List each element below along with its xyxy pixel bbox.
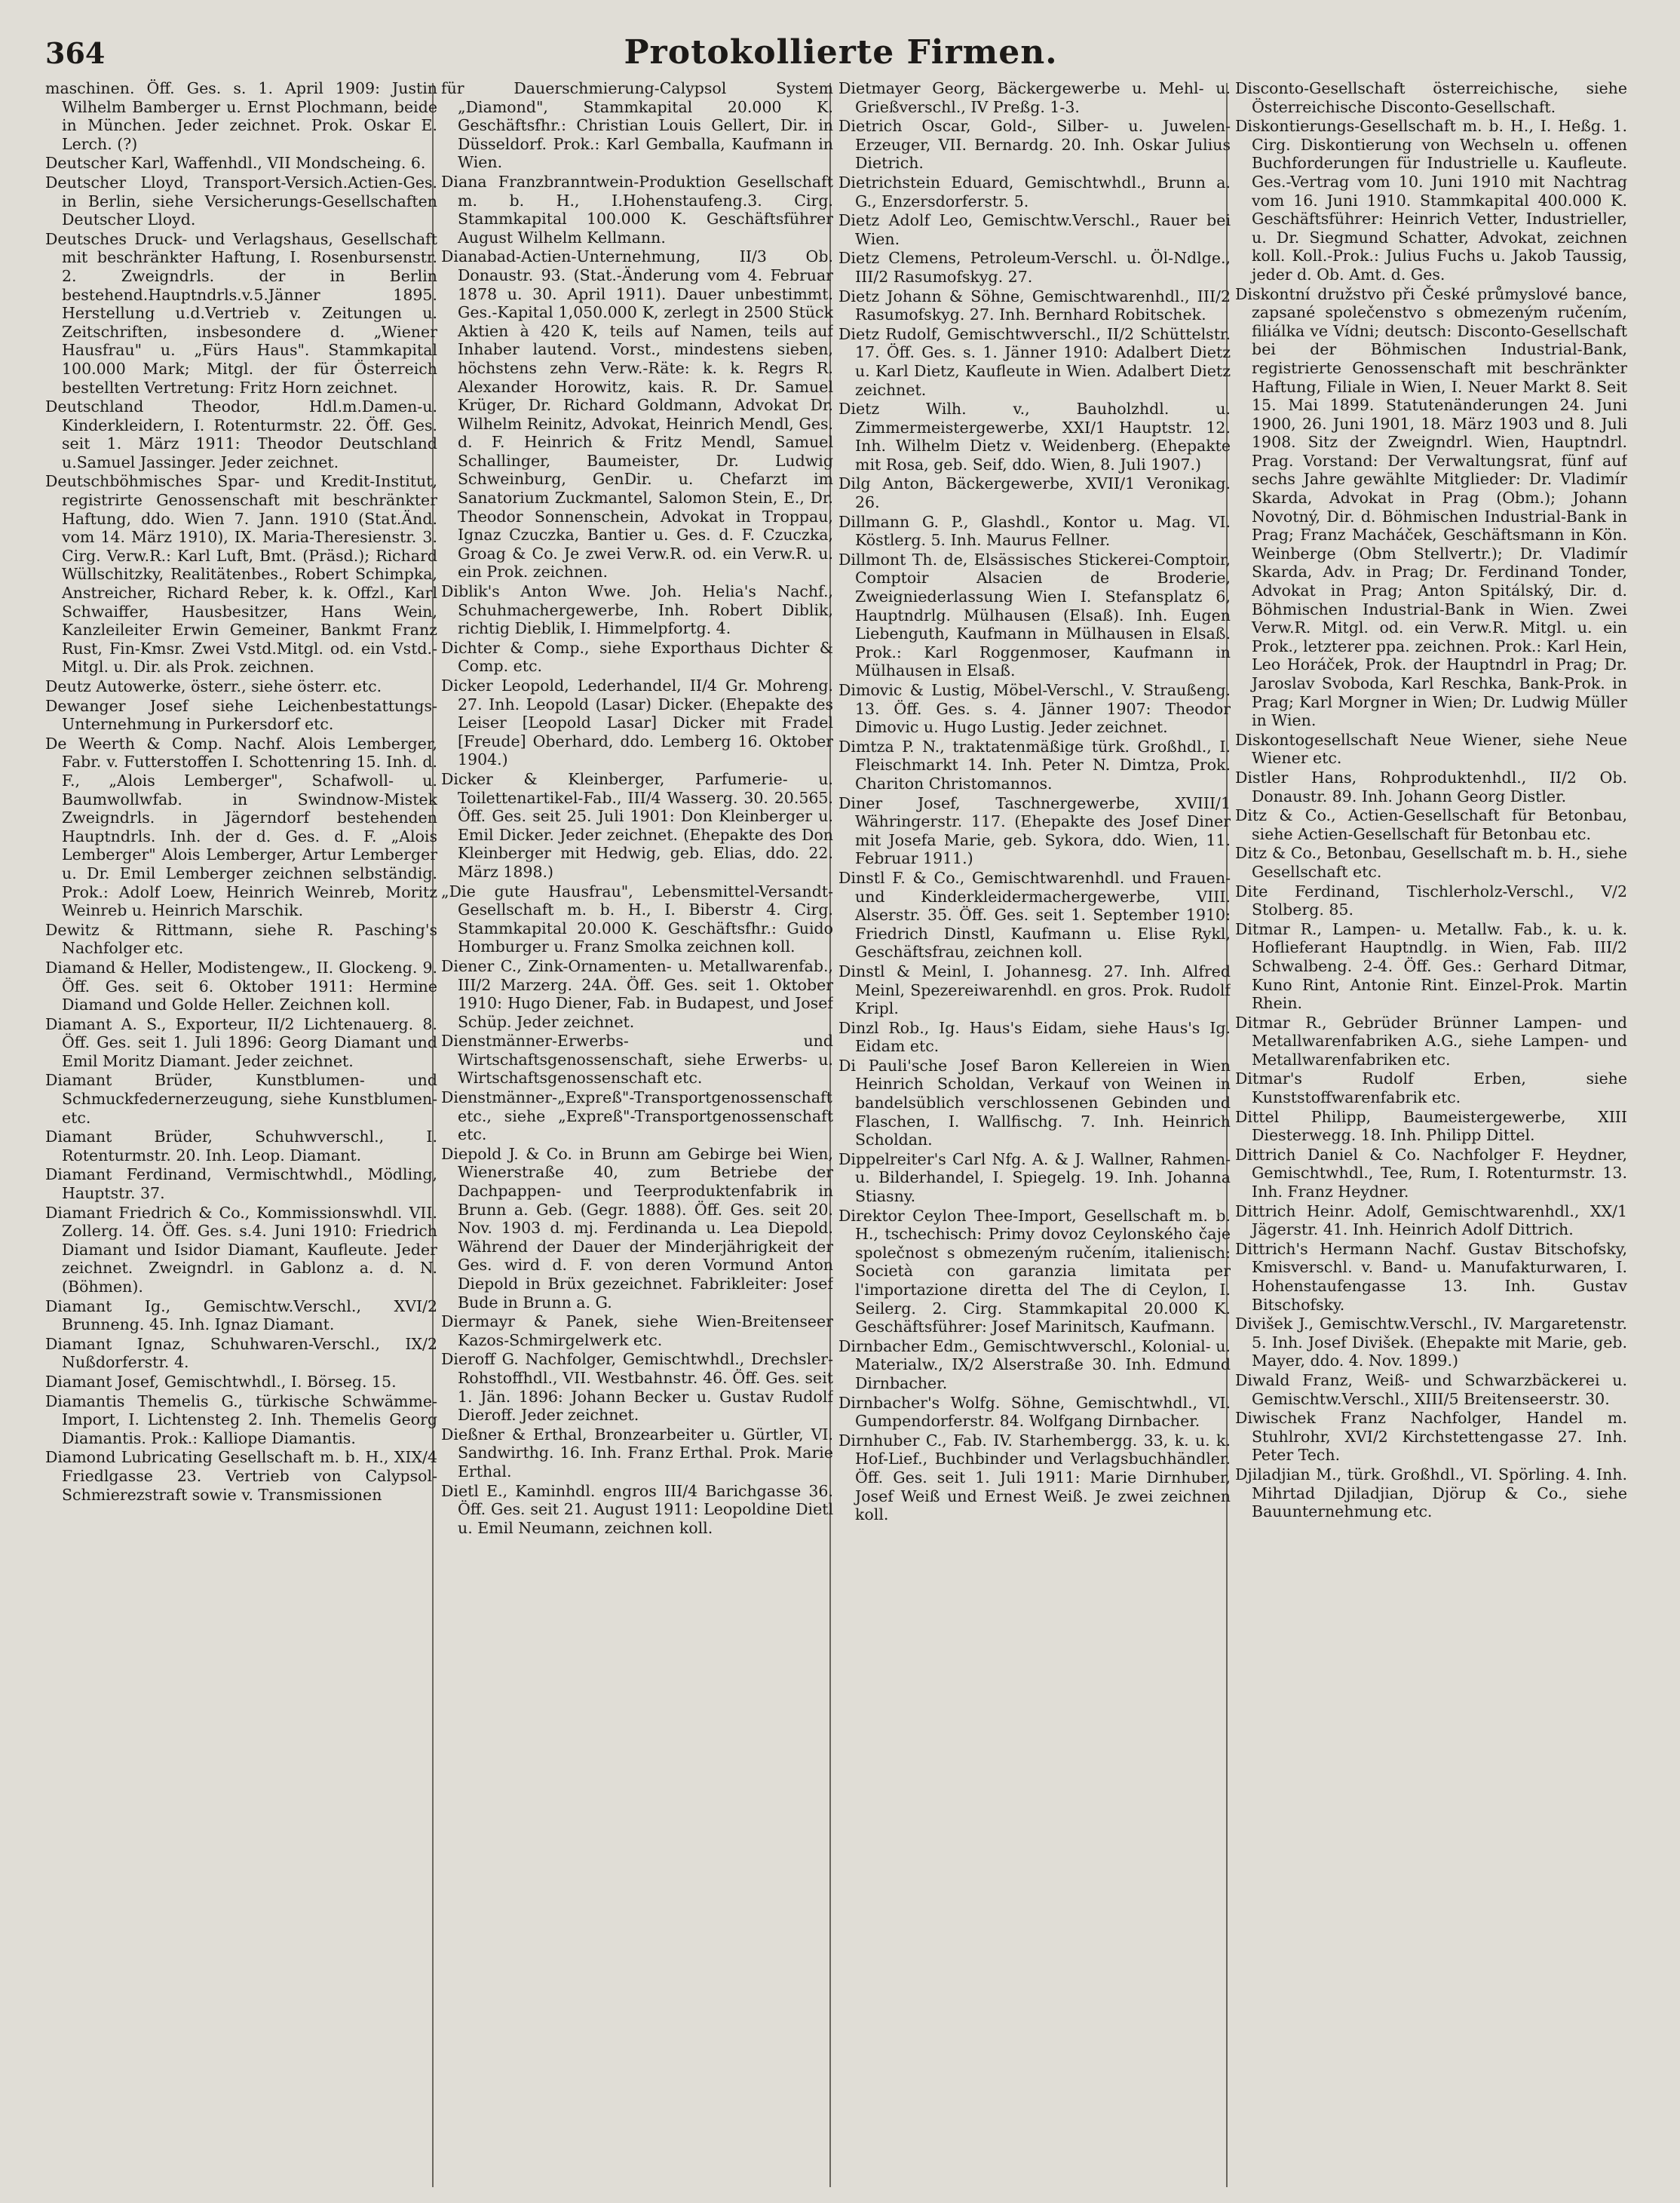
directory-entry: Ditz & Co., Actien-Gesellschaft für Betonbau, siehe Actien-Gesellschaft für Betonbau etc. bbox=[1235, 806, 1627, 843]
directory-entry: Deutschböhmisches Spar- und Kredit-Institut, registrirte Genossenschaft mit beschränkter Haftung, ddo. Wien 7. Jann. 1910 (Stat.Änd. vom 14. März 1910), IX. Maria-Theresienstr. 3. Cirg. Verw.R.: Karl Luft, Bmt. (Präsd.); Richard Wüllschitzky, Realitätenbes., Robert Schimpka, Anstreicher, Richard Reber, k. k. Offzl., Karl Schwaiffer, Hausbesitzer, Hans Wein, Kanzleileiter Erwin Gemeiner, Bankmt Franz Rust, Fin-Kmsr. Zwei Vstd.Mitgl. od. ein Vstd.-Mitgl. u. Dir. als Prok. zeichnen. bbox=[45, 472, 437, 677]
directory-entry: Distler Hans, Rohproduktenhdl., II/2 Ob. Donaustr. 89. Inh. Johann Georg Distler. bbox=[1235, 768, 1627, 805]
directory-entry: Dicker & Kleinberger, Parfumerie- u. Toilettenartikel-Fab., III/4 Wasserg. 30. 20.565. Öff. Ges. seit 25. Juli 1901: Don Kleinberger u. Emil Dicker. Jeder zeichnet. (Ehepakte des Don Kleinberger mit Hedwig, geb. Elias, ddo. 22. März 1898.) bbox=[441, 769, 833, 881]
directory-entry: Diwald Franz, Weiß- und Schwarzbäckerei u. Gemischtw.Verschl., XIII/5 Breitenseerstr. 30. bbox=[1235, 1370, 1627, 1408]
directory-entry: Di Pauli'sche Josef Baron Kellereien in Wien Heinrich Scholdan, Verkauf von Weinen in bandelsüblich verschlossenen Gebinden und Flaschen, I. Wallfischg. 7. Inh. Heinrich Scholdan. bbox=[838, 1056, 1231, 1149]
directory-entry: Diamant Ig., Gemischtw.Verschl., XVI/2 Brunneng. 45. Inh. Ignaz Diamant. bbox=[45, 1296, 437, 1334]
directory-entry: Dietz Adolf Leo, Gemischtw.Verschl., Rauer bei Wien. bbox=[838, 211, 1231, 248]
directory-entry: Dippelreiter's Carl Nfg. A. & J. Wallner, Rahmen- u. Bilderhandel, I. Spiegelg. 19. Inh. Johanna Stiasny. bbox=[838, 1149, 1231, 1206]
directory-entry: Dietrich Oscar, Gold-, Silber- u. Juwelen-Erzeuger, VII. Bernardg. 20. Inh. Oskar Julius Dietrich. bbox=[838, 117, 1231, 173]
directory-entry: Divišek J., Gemischtw.Verschl., IV. Margaretenstr. 5. Inh. Josef Divišek. (Ehepakte mit Marie, geb. Mayer, ddo. 4. Nov. 1899.) bbox=[1235, 1315, 1627, 1370]
directory-entry: Deutscher Karl, Waffenhdl., VII Mondscheing. 6. bbox=[45, 154, 426, 173]
directory-entry: Diskontierungs-Gesellschaft m. b. H., I. Heßg. 1. Cirg. Diskontierung von Wechseln u. offenen Buchforderungen für Industrielle u. Kaufleute. Ges.-Vertrag vom 10. Juni 1910 mit Nachtrag vom 16. Juni 1910. Stammkapital 400.000 K. Geschäftsführer: Heinrich Vetter, Industrieller, u. Dr. Siegmund Schatter, Advokat, zeichnen koll. Koll.-Prok.: Julius Fuchs u. Jakob Taussig, jeder d. Ob. Amt. d. Ges. bbox=[1235, 117, 1627, 284]
directory-entry: Deutschland Theodor, Hdl.m.Damen-u. Kinderkleidern, I. Rotenturmstr. 22. Öff. Ges. seit 1. März 1911: Theodor Deutschland u.Samuel Jassinger. Jeder zeichnet. bbox=[45, 397, 437, 471]
directory-entry: Dewanger Josef siehe Leichenbestattungs-Unternehmung in Purkersdorf etc. bbox=[45, 696, 437, 734]
directory-entry: Dietrichstein Eduard, Gemischtwhdl., Brunn a. G., Enzersdorferstr. 5. bbox=[838, 173, 1231, 210]
directory-entry: Dinzl Rob., Ig. Haus's Eidam, siehe Haus's Ig. Eidam etc. bbox=[838, 1018, 1231, 1056]
directory-entry: Diamond Lubricating Gesellschaft m. b. H., XIX/4 Friedlgasse 23. Vertrieb von Calypsol-Schmierezstraft sowie v. Transmissionen bbox=[45, 1448, 437, 1504]
directory-entry: Diskontní družstvo při České průmyslové bance, zapsané společenstvo s obmezeným ručením, filiálka ve Vídni; deutsch: Disconto-Gesellschaft bei der Böhmischen Industrial-Bank, registrierte Genossenschaft mit beschränkter Haftung, Filiale in Wien, I. Neuer Markt 8. Seit 15. Mai 1899. Statutenänderungen 24. Juni 1900, 26. Juni 1901, 18. März 1903 und 8. Juli 1908. Sitz der Zweigndrl. Wien, Hauptndrl. Prag. Vorstand: Der Verwaltungsrat, fünf auf sechs Jahre gewählte Mitglieder: Dr. Vladimír Skarda, Advokat in Prag (Obm.); Johann Novotný, Dir. d. Böhmischen Industrial-Bank in Prag; Franz Macháček, Geschäftsmann in Kön. Weinberge (Obm Stellvertr.); Dr. Vladimír Skarda, Adv. in Prag; Dr. Ferdinand Tonder, Advokat in Prag; Anton Spitálský, Dir. d. Böhmischen Industrial-Bank in Wien. Zwei Verw.R. Mitgl. od. ein Verw.R. Mitgl. u. ein Prok., letzterer ppa. zeichnen. Prok.: Karl Hein, Leo Horáček, Prok. der Hauptndrl in Prag; Dr. Jaroslav Svoboda, Karl Reschka, Bank-Prok. in Prag; Karl Morgner in Wien; Dr. Ludwig Müller in Wien. bbox=[1235, 284, 1627, 730]
directory-entry: Diamand & Heller, Modistengew., II. Glockeng. 9. Öff. Ges. seit 6. Oktober 1911: Hermine Diamand und Golde Heller. Zeichnen koll. bbox=[45, 958, 437, 1014]
directory-entry: Diamant Brüder, Schuhwverschl., I. Rotenturmstr. 20. Inh. Leop. Diamant. bbox=[45, 1128, 437, 1164]
directory-entry: Dittel Philipp, Baumeistergewerbe, XIII Diesterwegg. 18. Inh. Philipp Dittel. bbox=[1235, 1107, 1627, 1145]
directory-entry: Dimovic & Lustig, Möbel-Verschl., V. Straußeng. 13. Öff. Ges. s. 4. Jänner 1907: Theodor Dimovic u. Hugo Lustig. Jeder zeichnet. bbox=[838, 681, 1231, 737]
directory-entry: Dittrich Daniel & Co. Nachfolger F. Heydner, Gemischtwhdl., Tee, Rum, I. Rotenturmstr. 13. Inh. Franz Heydner. bbox=[1235, 1145, 1627, 1201]
directory-entry: Diana Franzbranntwein-Produktion Gesellschaft m. b. H., I.Hohenstaufeng.3. Cirg. Stammkapital 100.000 K. Geschäftsführer August Wilhelm Kellmann. bbox=[441, 172, 833, 247]
directory-entry: Dietl E., Kaminhdl. engros III/4 Barichgasse 36. Öff. Ges. seit 21. August 1911: Leopoldine Dietl u. Emil Neumann, zeichnen koll. bbox=[441, 1481, 833, 1537]
directory-entry: Disconto-Gesellschaft österreichische, siehe Österreichische Disconto-Gesellschaft. bbox=[1235, 79, 1627, 116]
directory-entry: Diermayr & Panek, siehe Wien-Breitenseer Kazos-Schmirgelwerk etc. bbox=[441, 1312, 833, 1349]
directory-entry: Dittrich Heinr. Adolf, Gemischtwarenhdl., XX/1 Jägerstr. 41. Inh. Heinrich Adolf Dittrich. bbox=[1235, 1201, 1627, 1239]
directory-entry: Dilg Anton, Bäckergewerbe, XVII/1 Veronikag. 26. bbox=[838, 474, 1231, 512]
directory-entry: Deutscher Lloyd, Transport-Versich.Actien-Ges. in Berlin, siehe Versicherungs-Gesellschaften Deutscher Lloyd. bbox=[45, 173, 437, 229]
directory-entry: für Dauerschmierung-Calypsol System „Diamond", Stammkapital 20.000 K. Geschäftsfhr.: Christian Louis Gellert, Dir. in Düsseldorf. Prok.: Karl Gemballa, Kaufmann in Wien. bbox=[441, 79, 833, 172]
directory-entry: Ditmar R., Lampen- u. Metallw. Fab., k. u. k. Hoflieferant Hauptndlg. in Wien, Fab. III/2 Schwalbeng. 2-4. Öff. Ges.: Gerhard Ditmar, Kuno Rint, Antonie Rint. Einzel-Prok. Martin Rhein. bbox=[1235, 919, 1627, 1013]
directory-entry: Diepold J. & Co. in Brunn am Gebirge bei Wien, Wienerstraße 40, zum Betriebe der Dachpappen- und Teerproduktenfabrik in Brunn a. Geb. (Gegr. 1888). Öff. Ges. seit 20. Nov. 1903 d. mj. Ferdinanda u. Lea Diepold. Während der Dauer der Minderjährigkeit der Ges. wird d. F. von deren Vormund Anton Diepold in Brüx gezeichnet. Fabrikleiter: Josef Bude in Brunn a. G. bbox=[441, 1144, 833, 1312]
directory-entry: Dieroff G. Nachfolger, Gemischtwhdl., Drechsler-Rohstoffhdl., VII. Westbahnstr. 46. Öff. Ges. seit 1. Jän. 1896: Johann Becker u. Gustav Rudolf Dieroff. Jeder zeichnet. bbox=[441, 1350, 833, 1425]
directory-entry: Dewitz & Rittmann, siehe R. Pasching's Nachfolger etc. bbox=[45, 920, 437, 958]
directory-entry: Diamantis Themelis G., türkische Schwämme-Import, I. Lichtensteg 2. Inh. Themelis Georg Diamantis. Prok.: Kalliope Diamantis. bbox=[45, 1391, 437, 1447]
column-2 bbox=[441, 79, 833, 2191]
directory-entry: Diamant A. S., Exporteur, II/2 Lichtenauerg. 8. Öff. Ges. seit 1. Juli 1896: Georg Diamant und Emil Moritz Diamant. Jeder zeichnet. bbox=[45, 1014, 437, 1070]
directory-entry: Diamant Ignaz, Schuhwaren-Verschl., IX/2 Nußdorferstr. 4. bbox=[45, 1334, 437, 1372]
directory-entry: Dichter & Comp., siehe Exporthaus Dichter & Comp. etc. bbox=[441, 638, 833, 676]
directory-entry: Dirnbacher Edm., Gemischtwverschl., Kolonial- u. Materialw., IX/2 Alserstraße 30. Inh. Edmund Dirnbacher. bbox=[838, 1336, 1231, 1392]
directory-entry: maschinen. Öff. Ges. s. 1. April 1909: Justin Wilhelm Bamberger u. Ernst Plochmann, beide in München. Jeder zeichnet. Prok. Oskar E. Lerch. (?) bbox=[45, 79, 437, 153]
directory-entry: Diblik's Anton Wwe. Joh. Helia's Nachf., Schuhmachergewerbe, Inh. Robert Diblik, richtig Dieblik, I. Himmelpfortg. 4. bbox=[441, 582, 833, 638]
column-1 bbox=[45, 79, 437, 2191]
directory-entry: Diamant Brüder, Kunstblumen- und Schmuckfedernerzeugung, siehe Kunstblumen- etc. bbox=[45, 1071, 437, 1127]
directory-entry: Dietz Wilh. v., Bauholzhdl. u. Zimmermeistergewerbe, XXI/1 Hauptstr. 12. Inh. Wilhelm Dietz v. Weidenberg. (Ehepakte mit Rosa, geb. Seif, ddo. Wien, 8. Juli 1907.) bbox=[838, 400, 1231, 474]
directory-entry: Diamant Ferdinand, Vermischtwhdl., Mödling, Hauptstr. 37. bbox=[45, 1165, 437, 1203]
directory-entry: Diwischek Franz Nachfolger, Handel m. Stuhlrohr, XVI/2 Kirchstettengasse 27. Inh. Peter Tech. bbox=[1235, 1409, 1627, 1465]
directory-entry: Dinstl F. & Co., Gemischtwarenhdl. und Frauen- und Kinderkleidermachergewerbe, VIII. Alserstr. 35. Öff. Ges. seit 1. September 1910: Friedrich Dinstl, Kaufmann u. Elise Rykl, Geschäftsfrau, zeichnen koll. bbox=[838, 868, 1231, 962]
column-4 bbox=[1235, 79, 1627, 2191]
directory-entry: Diamant Friedrich & Co., Kommissionswhdl. VII. Zollerg. 14. Öff. Ges. s.4. Juni 1910: Friedrich Diamant und Isidor Diamant, Kaufleute. Jeder zeichnet. Zweigndrl. in Gablonz a. d. N. (Böhmen). bbox=[45, 1203, 437, 1296]
page-title: Protokollierte Firmen. bbox=[624, 33, 1058, 72]
directory-entry: Dietz Clemens, Petroleum-Verschl. u. Öl-Ndlge., III/2 Rasumofskyg. 27. bbox=[838, 249, 1231, 286]
directory-entry: Dirnbacher's Wolfg. Söhne, Gemischtwhdl., VI. Gumpendorferstr. 84. Wolfgang Dirnbacher. bbox=[838, 1393, 1231, 1431]
directory-entry: Dite Ferdinand, Tischlerholz-Verschl., V/2 Stolberg. 85. bbox=[1235, 882, 1627, 919]
directory-entry: Dienstmänner-Erwerbs- und Wirtschaftsgenossenschaft, siehe Erwerbs- u. Wirtschaftsgenossenschaft etc. bbox=[441, 1032, 833, 1088]
directory-entry: Diskontogesellschaft Neue Wiener, siehe Neue Wiener etc. bbox=[1235, 730, 1627, 768]
directory-entry: Dimtza P. N., traktatenmäßige türk. Großhdl., I. Fleischmarkt 14. Inh. Peter N. Dimtza, Prok. Chariton Christomannos. bbox=[838, 737, 1231, 793]
directory-entry: Dicker Leopold, Lederhandel, II/4 Gr. Mohreng. 27. Inh. Leopold (Lasar) Dicker. (Ehepakte des Leiser [Leopold Lasar] Dicker mit Fradel [Freude] Oberhard, ddo. Lemberg 16. Oktober 1904.) bbox=[441, 677, 833, 769]
directory-entry: Djiladjian M., türk. Großhdl., VI. Spörling. 4. Inh. Mihrtad Djiladjian, Djörup & Co., siehe Bauunternehmung etc. bbox=[1235, 1465, 1627, 1521]
directory-entry: Dietz Rudolf, Gemischtwverschl., II/2 Schüttelstr. 17. Öff. Ges. s. 1. Jänner 1910: Adalbert Dietz u. Karl Dietz, Kaufleute in Wien. Adalbert Dietz zeichnet. bbox=[838, 324, 1231, 399]
directory-entry: Dietz Johann & Söhne, Gemischtwarenhdl., III/2 Rasumofskyg. 27. Inh. Bernhard Robitschek. bbox=[838, 287, 1231, 324]
directory-entry: Dießner & Erthal, Bronzearbeiter u. Gürtler, VI. Sandwirthg. 16. Inh. Franz Erthal. Prok. Marie Erthal. bbox=[441, 1425, 833, 1480]
directory-entry: Deutz Autowerke, österr., siehe österr. etc. bbox=[45, 677, 382, 695]
directory-entry: Dillmont Th. de, Elsässisches Stickerei-Comptoir, Comptoir Alsacien de Broderie, Zweigniederlassung Wien I. Stefansplatz 6, Hauptndrlg. Mülhausen (Elsaß). Inh. Eugen Liebenguth, Kaufmann in Mülhausen in Elsaß. Prok.: Karl Roggenmoser, Kaufmann in Mülhausen in Elsaß. bbox=[838, 550, 1231, 680]
column-3 bbox=[838, 79, 1231, 2191]
directory-entry: Diamant Josef, Gemischtwhdl., I. Börseg. 15. bbox=[45, 1372, 397, 1391]
directory-entry: Dienstmänner-„Expreß"-Transportgenossenschaft etc., siehe „Expreß"-Transportgenossenschaft etc. bbox=[441, 1088, 833, 1144]
page-header bbox=[45, 30, 1636, 75]
directory-entry: Dillmann G. P., Glashdl., Kontor u. Mag. VI. Köstlerg. 5. Inh. Maurus Fellner. bbox=[838, 512, 1231, 550]
directory-entry: Ditmar's Rudolf Erben, siehe Kunststoffwarenfabrik etc. bbox=[1235, 1069, 1627, 1107]
directory-entry: Diner Josef, Taschnergewerbe, XVIII/1 Währingerstr. 117. (Ehepakte des Josef Diner mit Josefa Marie, geb. Sykora, ddo. Wien, 11. Februar 1911.) bbox=[838, 793, 1231, 868]
directory-entry: „Die gute Hausfrau", Lebensmittel-Versandt-Gesellschaft m. b. H., I. Biberstr 4. Cirg. Stammkapital 20.000 K. Geschäftsfhr.: Guido Homburger u. Franz Smolka zeichnen koll. bbox=[441, 882, 833, 956]
directory-entry: Deutsches Druck- und Verlagshaus, Gesellschaft mit beschränkter Haftung, I. Rosenbursenstr. 2. Zweigndrls. der in Berlin bestehend.Hauptndrls.v.5.Jänner 1895. Herstellung u.d.Vertrieb v. Zeitungen u. Zeitschriften, insbesondere d. „Wiener Hausfrau" u. „Fürs Haus". Stammkapital 100.000 Mark; Mitgl. der für Österreich bestellten Vertretung: Fritz Horn zeichnet. bbox=[45, 229, 437, 397]
directory-entry: Dianabad-Actien-Unternehmung, II/3 Ob. Donaustr. 93. (Stat.-Änderung vom 4. Februar 1878 u. 30. April 1911). Dauer unbestimmt. Ges.-Kapital 1,050.000 K, zerlegt in 2500 Stück Aktien à 420 K, teils auf Namen, teils auf Inhaber lautend. Vorst., mindestens sieben, höchstens zehn Verw.-Räte: k. k. Regrs R. Alexander Horowitz, kais. R. Dr. Samuel Krüger, Dr. Richard Goldmann, Advokat Dr. Wilhelm Reinitz, Advokat, Heinrich Mendl, Ges. d. F. Heinrich & Fritz Mendl, Samuel Schallinger, Baumeister, Dr. Ludwig Schweinburg, GenDir. u. Chefarzt im Sanatorium Zuckmantel, Salomon Stein, E., Dr. Theodor Sonnenschein, Advokat in Troppau, Ignaz Czuczka, Bantier u. Ges. d. F. Czuczka, Groag & Co. Je zwei Verw.R. od. ein Verw.R. u. ein Prok. zeichnen. bbox=[441, 247, 833, 581]
page-number: 364 bbox=[45, 36, 106, 70]
directory-entry: Dinstl & Meinl, I. Johannesg. 27. Inh. Alfred Meinl, Spezereiwarenhdl. en gros. Prok. Rudolf Kripl. bbox=[838, 962, 1231, 1018]
directory-entry: Diener C., Zink-Ornamenten- u. Metallwarenfab., III/2 Marzerg. 24A. Öff. Ges. seit 1. Oktober 1910: Hugo Diener, Fab. in Budapest, und Josef Schüp. Jeder zeichnet. bbox=[441, 956, 833, 1031]
directory-entry: Direktor Ceylon Thee-Import, Gesellschaft m. b. H., tschechisch: Primy dovoz Ceylonského čaje společnost s obmezeným ručením, italienisch: Società con garanzia limitata per l'importazione diretta del The di Ceylon, I. Seilerg. 2. Cirg. Stammkapital 20.000 K. Geschäftsführer: Josef Marinitsch, Kaufmann. bbox=[838, 1206, 1231, 1336]
directory-entry: Dietmayer Georg, Bäckergewerbe u. Mehl- u. Grießverschl., IV Preßg. 1-3. bbox=[838, 79, 1231, 116]
directory-entry: De Weerth & Comp. Nachf. Alois Lemberger, Fabr. v. Futterstoffen I. Schottenring 15. Inh. d. F., „Alois Lemberger", Schafwoll- u. Baumwollwfab. in Swindnow-Mistek Zweigndrls. in Jägerndorf bestehenden Hauptndrls. Inh. der d. Ges. d. F. „Alois Lemberger" Alois Lemberger, Artur Lemberger u. Dr. Emil Lemberger zeichnen selbständig. Prok.: Adolf Loew, Heinrich Weinreb, Moritz Weinreb u. Heinrich Marschik. bbox=[45, 734, 437, 920]
directory-entry: Ditz & Co., Betonbau, Gesellschaft m. b. H., siehe Gesellschaft etc. bbox=[1235, 844, 1627, 881]
directory-entry: Ditmar R., Gebrüder Brünner Lampen- und Metallwarenfabriken A.G., siehe Lampen- und Metallwarenfabriken etc. bbox=[1235, 1013, 1627, 1069]
directory-entry: Dittrich's Hermann Nachf. Gustav Bitschofsky, Kmisverschl. v. Band- u. Manufakturwaren, I. Hohenstaufengasse 13. Inh. Gustav Bitschofsky. bbox=[1235, 1239, 1627, 1314]
directory-entry: Dirnhuber C., Fab. IV. Starhembergg. 33, k. u. k. Hof-Lief., Buchbinder und Verlagsbuchhändler. Öff. Ges. seit 1. Juli 1911: Marie Dirnhuber, Josef Weiß und Ernest Weiß. Je zwei zeichnen koll. bbox=[838, 1431, 1231, 1524]
